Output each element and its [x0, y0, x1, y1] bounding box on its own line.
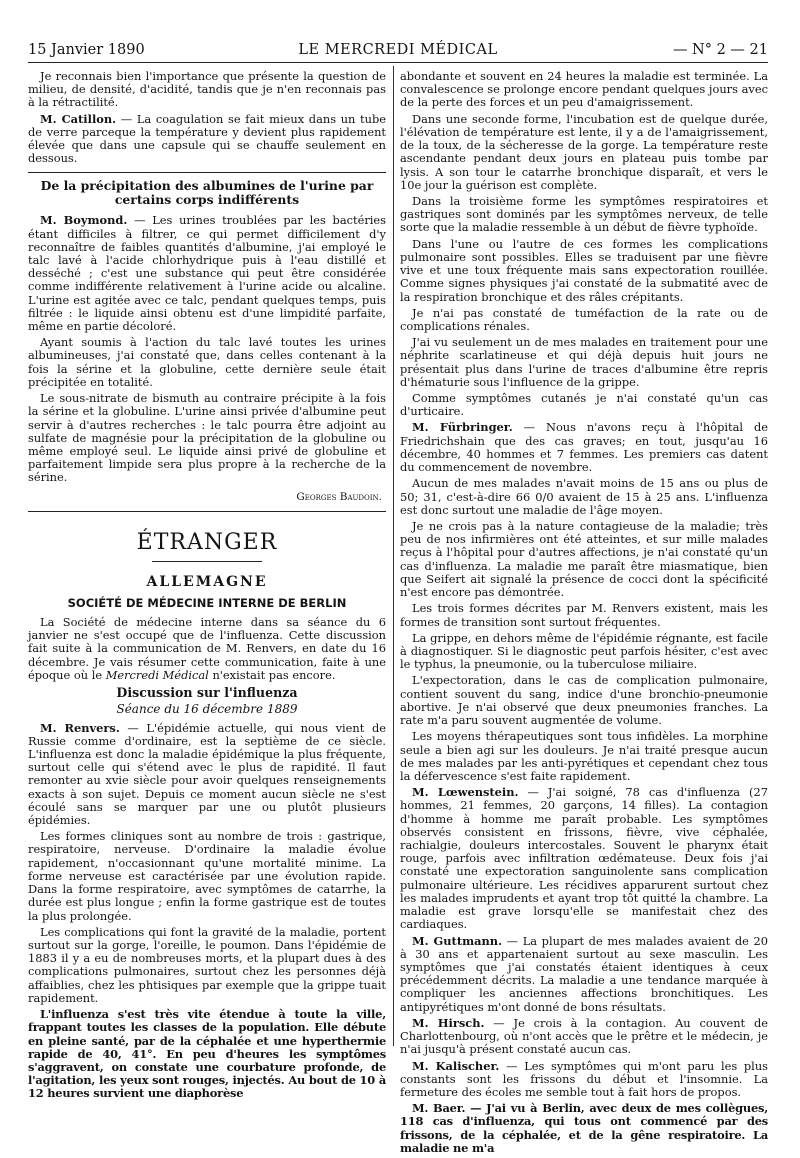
- paragraph-text: — J'ai vu à Berlin, avec deux de mes collègues, 118 cas d'influenza, qui tous ont commencé par des frissons, de la céphalée, et de la gêne respiratoire. La maladie ne m'a: [400, 1101, 768, 1155]
- speaker-name: M. Renvers.: [40, 720, 120, 735]
- paragraph: L'influenza s'est très vite étendue à toute la ville, frappant toutes les classes de la population. Elle débute en pleine santé, par de la céphalée et une hyperthermie rapide de 40, 41°. En peu d'heures les symptômes s'aggravent, on constate une courbature profonde, de l'agitation, les yeux sont rouges, injectés. Au bout de 10 à 12 heures survient une diaphorèse: [28, 1007, 386, 1101]
- section-rule: [28, 172, 386, 173]
- paragraph: [28, 616, 386, 682]
- paragraph: Ayant soumis à l'action du talc lavé toutes les urines albumineuses, j'ai constaté que, dans celles contenant à la fois la sérine et la globuline, cette dernière seule était précipitée en totalité.: [28, 335, 386, 389]
- speaker-name: M. Hirsch.: [412, 1015, 485, 1030]
- header-journal-title: LE MERCREDI MÉDICAL: [298, 42, 498, 58]
- paragraph-text: — L'épidémie actuelle, qui nous vient de Russie comme d'ordinaire, est la septième de ce siècle. L'influenza est donc la maladie épidémique la plus fréquente, surtout celle qui s'étend avec le plus de rapidité. Il faut remonter au xvie siècle pour avoir quelques renseignements exacts à son sujet. Depuis ce moment aucun siècle ne s'est écoulé sans se marquer par une ou plutôt plusieurs épidémies.: [28, 720, 386, 828]
- paragraph: Dans l'une ou l'autre de ces formes les complications pulmonaire sont possibles. Elles se traduisent par une fièvre vive et une toux fréquente mais sans expectoration rouillée. Comme signes physiques j'ai constaté de la submatité avec de la respiration bronchique et des râles crépitants.: [400, 236, 768, 304]
- header-issue-page: — N° 2 — 21: [672, 42, 768, 58]
- paragraph: [28, 113, 386, 166]
- speaker-name: M. Fürbringer.: [412, 420, 513, 435]
- paragraph-text: La Société de médecine interne dans sa séance du 6 janvier ne s'est occupé que de l'influenza. Cette discussion fait suite à la communication de M. Renvers, en date du 16 décembre. Je vais résumer cette communication, faite à une époque où le: [28, 614, 386, 682]
- paragraph: Les trois formes décrites par M. Renvers existent, mais les formes de transition sont surtout fréquentes.: [400, 601, 768, 629]
- paragraph: Je n'ai pas constaté de tuméfaction de la rate ou de complications rénales.: [400, 305, 768, 333]
- paragraph-text: — Les urines troublées par les bactéries étant difficiles à filtrer, ce qui permet difficilement d'y reconnaître de faibles quantités d'albumine, j'ai employé le talc lavé à l'acide chlorhydrique puis à l'eau distillé et desséché ; c'est une substance qui peut être considérée comme indifférente relativement à l'urine acide ou alcaline. L'urine est agitée avec ce talc, pendant quelques temps, puis filtrée : le liquide ainsi obtenu est d'une limpidité parfaite, même en partie décoloré.: [28, 213, 386, 334]
- speaker-name: M. Boymond.: [40, 213, 128, 228]
- session-date: Séance du 16 décembre 1889: [116, 701, 298, 716]
- discussion-heading: Discussion sur l'influenza: [116, 685, 298, 700]
- header-date: 15 Janvier 1890: [28, 42, 145, 58]
- column-divider: [393, 66, 394, 1046]
- paragraph: La grippe, en dehors même de l'épidémie régnante, est facile à diagnostiquer. Si le diagnostic peut parfois hésiter, c'est avec le typhus, la pneumonie, ou la tuberculose miliaire.: [400, 630, 768, 672]
- paragraph-text: — La coagulation se fait mieux dans un tube de verre parceque la température y devient plus rapidement élevée que dans une capsule qui se chauffe seulement en dessous.: [28, 111, 386, 166]
- paragraph-text: — Les symptômes qui m'ont paru les plus constants sont les frissons du début et l'insomnie. La fermeture des écoles me semble tout à fait hors de propos.: [400, 1058, 768, 1099]
- speaker-name: M. Guttmann.: [412, 933, 503, 948]
- paragraph: abondante et souvent en 24 heures la maladie est terminée. La convalescence se prolonge encore pendant quelques jours avec de la perte des forces et un peu d'amaigrissement.: [400, 69, 768, 110]
- speaker-name: M. Lœwenstein.: [412, 785, 519, 800]
- paragraph-text: — J'ai soigné, 78 cas d'influenza (27 hommes, 21 femmes, 20 garçons, 14 filles). La contagion d'homme à homme me paraît probable. Les symptômes observés consistent en frissons, fièvre, vive céphalée, rachialgie, douleurs intercostales. Souvent le pharynx était rouge, parfois avec infiltration œdémateuse. Deux fois j'ai constaté une expectoration sanguinolente sans complication pulmonaire ultérieure. Les récidives apparurent surtout chez les malades imprudents et ayant trop tôt quitté la chambre. La maladie est grave lorsqu'elle se manifestait chez des cardiaques.: [400, 785, 768, 932]
- section-title-etranger: ÉTRANGER: [136, 529, 278, 555]
- right-column: [400, 70, 768, 1158]
- paragraph-text: — Je crois à la contagion. Au couvent de Charlottenbourg, où n'ont accès que le prêtre et le médecin, je n'ai jusqu'à présent constaté aucun cas.: [400, 1015, 768, 1057]
- paragraph: [400, 1060, 768, 1100]
- paragraph: Dans la troisième forme les symptômes respiratoires et gastriques sont dominés par les symptômes nerveux, de telle sorte que la maladie ressemble à un début de fièvre typhoïde.: [400, 193, 768, 235]
- paragraph-text: — Nous n'avons reçu à l'hôpital de Friedrichshain que des cas graves; en tout, jusqu'au 16 décembre, 40 hommes et 7 femmes. Les premiers cas datent du commencement de novembre.: [400, 420, 768, 475]
- paragraph: [28, 722, 386, 828]
- paragraph: Les formes cliniques sont au nombre de trois : gastrique, respiratoire, nerveuse. D'ordinaire la maladie évolue rapidement, n'occasionnant qu'une mortalité minime. La forme nerveuse est caractérisée par une évolution rapide. Dans la forme respiratoire, avec symptômes de catarrhe, la durée est plus longue ; enfin la forme gastrique est de toutes la plus prolongée.: [28, 829, 386, 923]
- paragraph: [400, 1102, 768, 1155]
- paragraph: [400, 1017, 768, 1057]
- author-signature: Georges Baudoin.: [296, 490, 382, 503]
- paragraph: Les complications qui font la gravité de la maladie, portent surtout sur la gorge, l'oreille, le poumon. Dans l'épidémie de 1883 il y a eu de nombreuses morts, et la plupart dues à des complications pulmonaires, surtout chez les personnes déjà affaiblies, chez les phtisiques par exemple que la grippe tuait rapidement.: [28, 924, 386, 1005]
- speaker-name: M. Baer.: [412, 1101, 466, 1116]
- paragraph: [28, 214, 386, 333]
- left-column: [28, 70, 386, 1104]
- journal-name: Mercredi Médical: [105, 667, 209, 682]
- paragraph: [400, 935, 768, 1014]
- page-header: [28, 40, 768, 63]
- country-heading: ALLEMAGNE: [146, 574, 268, 591]
- section-heading: De la précipitation des albumines de l'urine par certains corps indifférents: [40, 177, 374, 208]
- paragraph: Dans une seconde forme, l'incubation est de quelque durée, l'élévation de température est lente, il y a de l'amaigrissement, de la toux, de la sécheresse de la gorge. La température reste ascendante pendant deux jours en plateau puis tombe par lysis. A son tour le catarrhe bronchique disparaît, et vers le 10e jour la guérison est complète.: [400, 111, 768, 192]
- paragraph: J'ai vu seulement un de mes malades en traitement pour une néphrite scarlatineuse et qui déjà depuis huit jours ne présentait plus dans l'urine de traces d'albumine être repris d'hématurie sous l'influence de la grippe.: [400, 335, 768, 389]
- paragraph: [400, 786, 768, 931]
- speaker-name: M. Kalischer.: [412, 1058, 500, 1073]
- section-rule: [28, 511, 386, 512]
- paragraph: Je reconnais bien l'importance que présente la question de milieu, de densité, d'acidité, tandis que je n'en reconnais pas à la rétractilité.: [28, 69, 386, 110]
- paragraph: Le sous-nitrate de bismuth au contraire précipite à la fois la sérine et la globuline. L'urine ainsi privée d'albumine peut servir à d'autres recherches : le talc pourra être adjoint au sulfate de magnésie pour la précipitation de la globuline ou même employé seul. Le liquide ainsi privé de globuline et parfaitement limpide sera plus propre à la recherche de la sérine.: [28, 391, 386, 485]
- paragraph: Je ne crois pas à la nature contagieuse de la maladie; très peu de nos infirmières ont été atteintes, et sur mille malades reçus à l'hôpital pour d'autres affections, je n'ai constaté qu'un cas d'influenza. La maladie me paraît être miasmatique, bien que Seifert ait signalé la présence de cocci dont la spécificité n'est encore pas démontrée.: [400, 519, 768, 600]
- paragraph: L'expectoration, dans le cas de complication pulmonaire, contient souvent du sang, indice d'une bronchio-pneumonie abortive. Je n'ai observé que deux pneumonies franches. La rate m'a paru souvent augmentée de volume.: [400, 673, 768, 728]
- paragraph-text: — La plupart de mes malades avaient de 20 à 30 ans et appartenaient surtout au sexe masculin. Les symptômes que j'ai constatés étaient identiques à ceux précédemment décrits. La maladie a une tendance marquée à compliquer les anciennes affections bronchitiques. Les antipyrétiques m'ont donné de bons résultats.: [400, 933, 768, 1014]
- paragraph-text: n'existait pas encore.: [208, 667, 336, 682]
- paragraph: Aucun de mes malades n'avait moins de 15 ans ou plus de 50; 31, c'est-à-dire 66 0/0 avaient de 15 à 25 ans. L'influenza est donc surtout une maladie de l'âge moyen.: [400, 476, 768, 517]
- paragraph: Comme symptômes cutanés je n'ai constaté qu'un cas d'urticaire.: [400, 391, 768, 419]
- society-heading: SOCIÉTÉ DE MÉDECINE INTERNE DE BERLIN: [67, 595, 347, 610]
- title-underline: [152, 561, 262, 562]
- speaker-name: M. Catillon.: [40, 111, 117, 126]
- paragraph: Les moyens thérapeutiques sont tous infidèles. La morphine seule a bien agi sur les douleurs. Je n'ai traité presque aucun de mes malades par les anti-pyrétiques et cependant chez tous la défervescence s'est faite rapidement.: [400, 729, 768, 783]
- paragraph: [400, 421, 768, 474]
